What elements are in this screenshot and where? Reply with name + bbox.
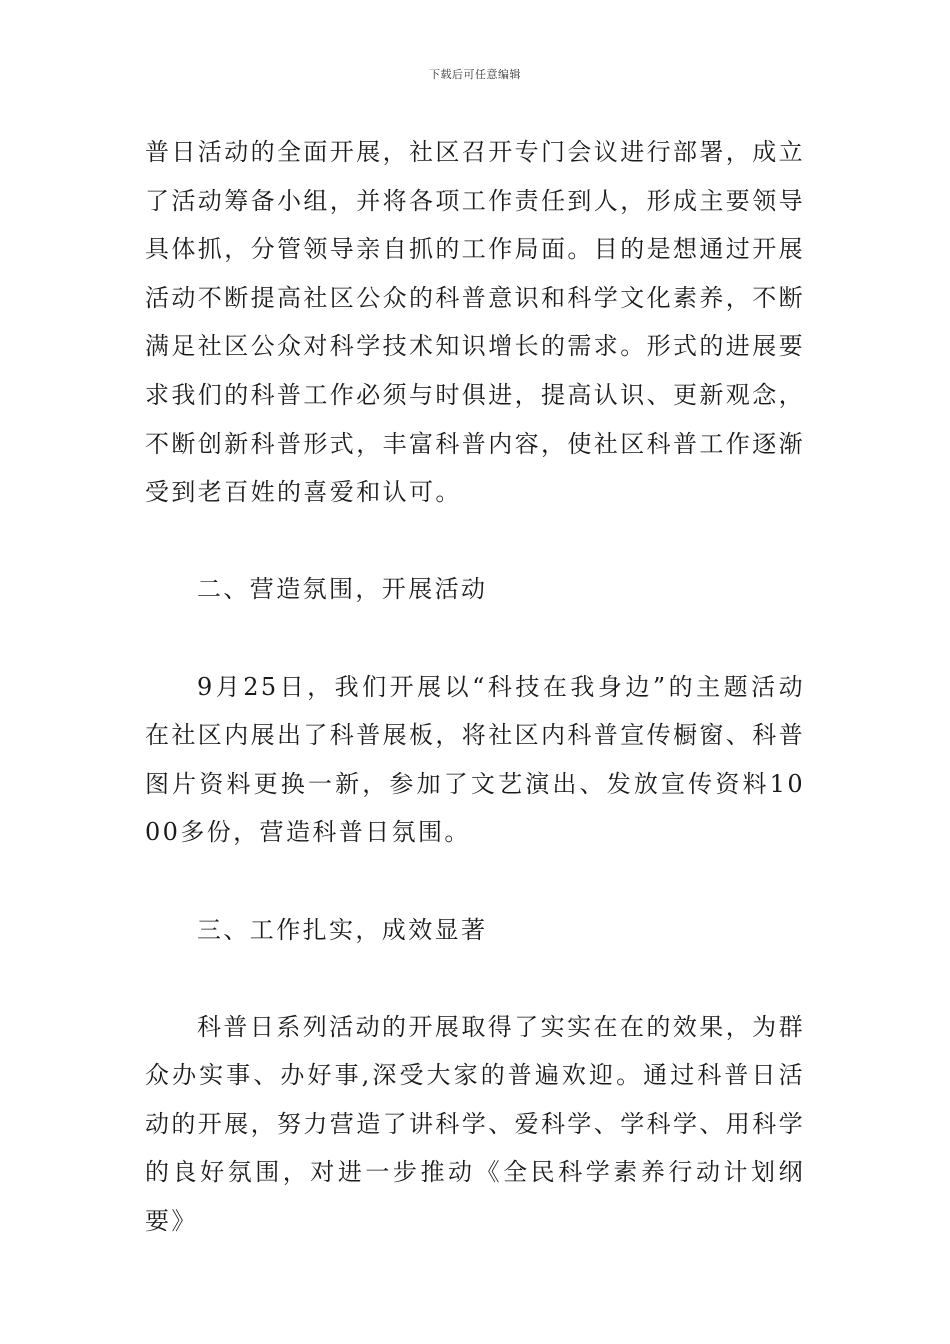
document-body: [145, 128, 805, 1246]
paragraph-spacer: [145, 857, 805, 906]
section-heading-2: 二、营造氛围，开展活动: [197, 575, 488, 604]
paragraph-activity: 9月25日，我们开展以“科技在我身边”的主题活动在社区内展出了科普展板，将社区内科普宣传橱窗、科普图片资料更换一新，参加了文艺演出、发放宣传资料1000多份，营造科普日氛围。: [145, 672, 805, 847]
paragraph-results: 科普日系列活动的开展取得了实实在在的效果，为群众办实事、办好事,深受大家的普遍欢迎。通过科普日活动的开展，努力营造了讲科学、爱科学、学科学、用科学的良好氛围，对进一步推动《全民科学素养行动计划纲要》: [145, 1012, 805, 1236]
paragraph-spacer: [145, 614, 805, 663]
paragraph-continuation: 普日活动的全面开展，社区召开专门会议进行部署，成立了活动筹备小组，并将各项工作责任到人，形成主要领导具体抓，分管领导亲自抓的工作局面。目的是想通过开展活动不断提高社区公众的科普意识和科学文化素养，不断满足社区公众对科学技术知识增长的需求。形式的进展要求我们的科普工作必须与时俱进，提高认识、更新观念，不断创新科普形式，丰富科普内容，使社区科普工作逐渐受到老百姓的喜爱和认可。: [145, 138, 805, 507]
paragraph-spacer: [145, 954, 805, 1003]
header-note: 下载后可任意编辑: [429, 68, 521, 81]
section-heading-3: 三、工作扎实，成效显著: [197, 915, 488, 944]
paragraph-spacer: [145, 517, 805, 566]
